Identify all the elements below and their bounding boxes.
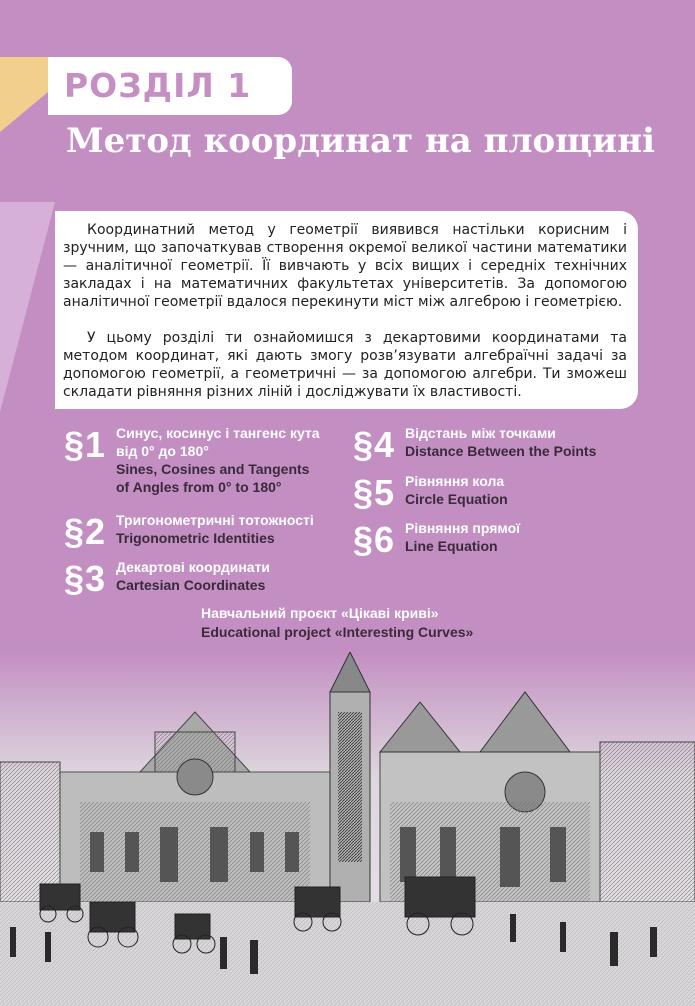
toc-number: §5 (353, 472, 396, 513)
toc-number: §1 (64, 424, 107, 465)
intro-box (55, 211, 638, 409)
engraving-illustration (0, 652, 695, 1006)
toc-text: Відстань між точками Distance Between the Points (405, 425, 597, 459)
project-line[interactable]: Навчальний проєкт «Цікаві криві» Educational project «Interesting Curves» (201, 605, 474, 640)
toc-text: Декартові координати Cartesian Coordinates (116, 559, 271, 593)
left-building (0, 762, 60, 902)
chapter-title: Метод координат на площині (66, 121, 655, 161)
right-building (600, 742, 695, 902)
intro-paragraph-1: Координатний метод у геометрії виявився настільки корисним і зручним, що започаткував створення окремої великої частини математики — аналітичної геометрії. Її вивчають у всіх вищих і середніх технічних закладах і на математичних факультетах університетів. За допомогою аналітичної геометрії вдалося перекинути міст між алгеброю і геометрією. (63, 222, 628, 310)
side-decoration (0, 202, 55, 412)
chapter-label: РОЗДІЛ 1 (64, 66, 252, 105)
toc-number: §2 (64, 511, 107, 552)
toc-number: §3 (64, 558, 107, 599)
chapter-tag (48, 57, 292, 115)
toc-text: Рівняння кола Circle Equation (405, 473, 508, 507)
central-tower (330, 652, 370, 902)
toc-text: Рівняння прямої Line Equation (405, 520, 521, 554)
toc-number: §4 (353, 424, 396, 465)
intro-paragraph-2: У цьому розділі ти ознайомишся з декартовими координатами та методом координат, які дають змогу розв’язувати алгебраїчні задачі за допомогою геометрії, а геометричні — за допомогою алгебри. Ти зможеш складати рівняння різних ліній і досліджувати їх властивості. (63, 330, 627, 400)
toc-number: §6 (353, 519, 396, 560)
toc-text: Синус, косинус і тангенс кута від 0° до 180° Sines, Cosines and Tangents of Angles from 0° to 180° (116, 425, 320, 495)
toc-text: Тригонометричні тотожності Trigonometric Identities (116, 512, 314, 546)
